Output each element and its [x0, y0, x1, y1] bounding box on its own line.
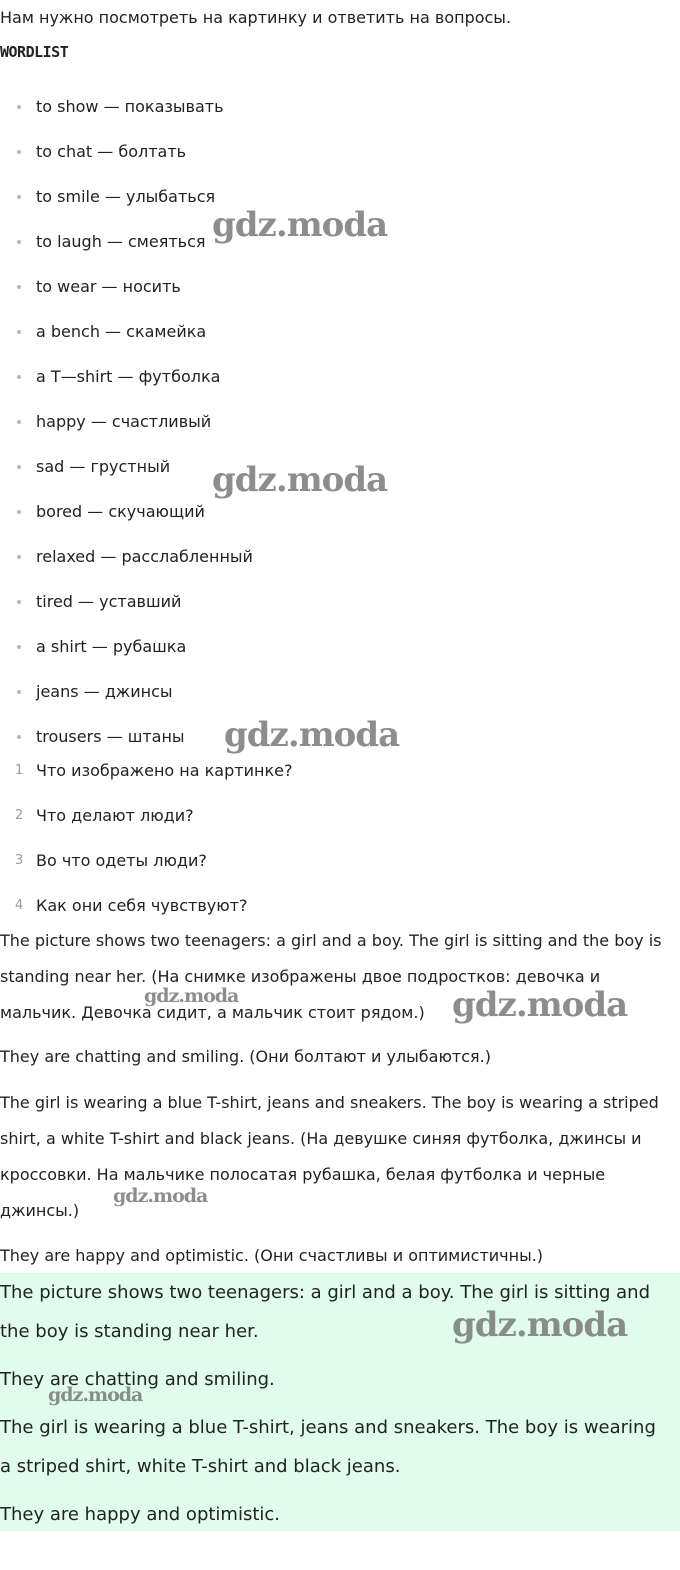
question-text: Что изображено на картинке?: [36, 761, 293, 780]
intro-text: Нам нужно посмотреть на картинку и ответить на вопросы.: [0, 8, 512, 27]
list-item: [0, 501, 680, 546]
wordlist: [0, 96, 680, 771]
bullet-icon: [17, 285, 21, 289]
list-item: [0, 636, 680, 681]
question-number: 1: [15, 763, 24, 778]
watermark: gdz.moda: [452, 985, 628, 1025]
bullet-icon: [17, 465, 21, 469]
bullet-icon: [17, 375, 21, 379]
wordlist-item-text: to show — показывать: [36, 97, 224, 116]
bullet-icon: [17, 510, 21, 514]
final-answer-paragraph: They are chatting and smiling.: [0, 1369, 275, 1390]
answer-paragraph: They are happy and optimistic. (Они счастливы и оптимистичны.): [0, 1246, 544, 1265]
wordlist-item-text: a shirt — рубашка: [36, 637, 187, 656]
wordlist-item-text: a bench — скамейка: [36, 322, 207, 341]
list-item: [0, 276, 680, 321]
question-item: [0, 805, 680, 850]
wordlist-item-text: to laugh — смеяться: [36, 232, 206, 251]
list-item: [0, 546, 680, 591]
question-number: 2: [15, 808, 24, 823]
wordlist-item-text: trousers — штаны: [36, 727, 185, 746]
bullet-icon: [17, 105, 21, 109]
watermark: gdz.moda: [212, 460, 388, 500]
question-text: Что делают люди?: [36, 806, 194, 825]
bullet-icon: [17, 330, 21, 334]
wordlist-item-text: sad — грустный: [36, 457, 171, 476]
final-answer-paragraph: The picture shows two teenagers: a girl and a boy. The girl is sitting and the boy is standing near her.: [0, 1282, 651, 1342]
watermark: gdz.moda: [113, 1185, 208, 1207]
list-item: [0, 96, 680, 141]
wordlist-item-text: bored — скучающий: [36, 502, 205, 521]
questions-list: [0, 760, 680, 940]
list-item: [0, 141, 680, 186]
list-item: [0, 321, 680, 366]
bullet-icon: [17, 690, 21, 694]
question-number: 4: [15, 898, 24, 913]
wordlist-item-text: to wear — носить: [36, 277, 181, 296]
bullet-icon: [17, 420, 21, 424]
question-text: Как они себя чувствуют?: [36, 896, 248, 915]
list-item: [0, 411, 680, 456]
wordlist-item-text: jeans — джинсы: [36, 682, 173, 701]
watermark: gdz.moda: [144, 985, 239, 1007]
question-text: Во что одеты люди?: [36, 851, 207, 870]
watermark: gdz.moda: [452, 1305, 628, 1345]
bullet-icon: [17, 240, 21, 244]
wordlist-item-text: relaxed — расслабленный: [36, 547, 253, 566]
answer-paragraph: The picture shows two teenagers: a girl and a boy. The girl is sitting and the boy is standing near her. (На снимке изображены двое подростков: девочка и мальчик. Девочка сидит, а мальчик стоит рядом.): [0, 931, 662, 1022]
watermark: gdz.moda: [48, 1384, 143, 1406]
answer-paragraph: They are chatting and smiling. (Они болтают и улыбаются.): [0, 1047, 491, 1066]
wordlist-item-text: tired — уставший: [36, 592, 182, 611]
wordlist-item-text: happy — счастливый: [36, 412, 212, 431]
bullet-icon: [17, 600, 21, 604]
question-number: 3: [15, 853, 24, 868]
bullet-icon: [17, 195, 21, 199]
wordlist-item-text: to smile — улыбаться: [36, 187, 216, 206]
bullet-icon: [17, 150, 21, 154]
wordlist-heading: WORDLIST: [0, 43, 69, 61]
answer-paragraph: The girl is wearing a blue T-shirt, jeans and sneakers. The boy is wearing a striped shirt, a white T-shirt and black jeans. (На девушке синяя футболка, джинсы и кроссовки. На мальчике полосатая рубашка, белая футболка и черные джинсы.): [0, 1093, 659, 1220]
list-item: [0, 591, 680, 636]
bullet-icon: [17, 735, 21, 739]
bullet-icon: [17, 555, 21, 559]
wordlist-item-text: to chat — болтать: [36, 142, 187, 161]
question-item: [0, 850, 680, 895]
final-answer-paragraph: The girl is wearing a blue T-shirt, jeans and sneakers. The boy is wearing a striped shirt, white T-shirt and black jeans.: [0, 1417, 656, 1477]
bullet-icon: [17, 645, 21, 649]
final-answer-paragraph: They are happy and optimistic.: [0, 1504, 281, 1525]
wordlist-item-text: a T—shirt — футболка: [36, 367, 221, 386]
question-item: [0, 760, 680, 805]
watermark: gdz.moda: [224, 715, 400, 755]
list-item: [0, 366, 680, 411]
watermark: gdz.moda: [212, 205, 388, 245]
